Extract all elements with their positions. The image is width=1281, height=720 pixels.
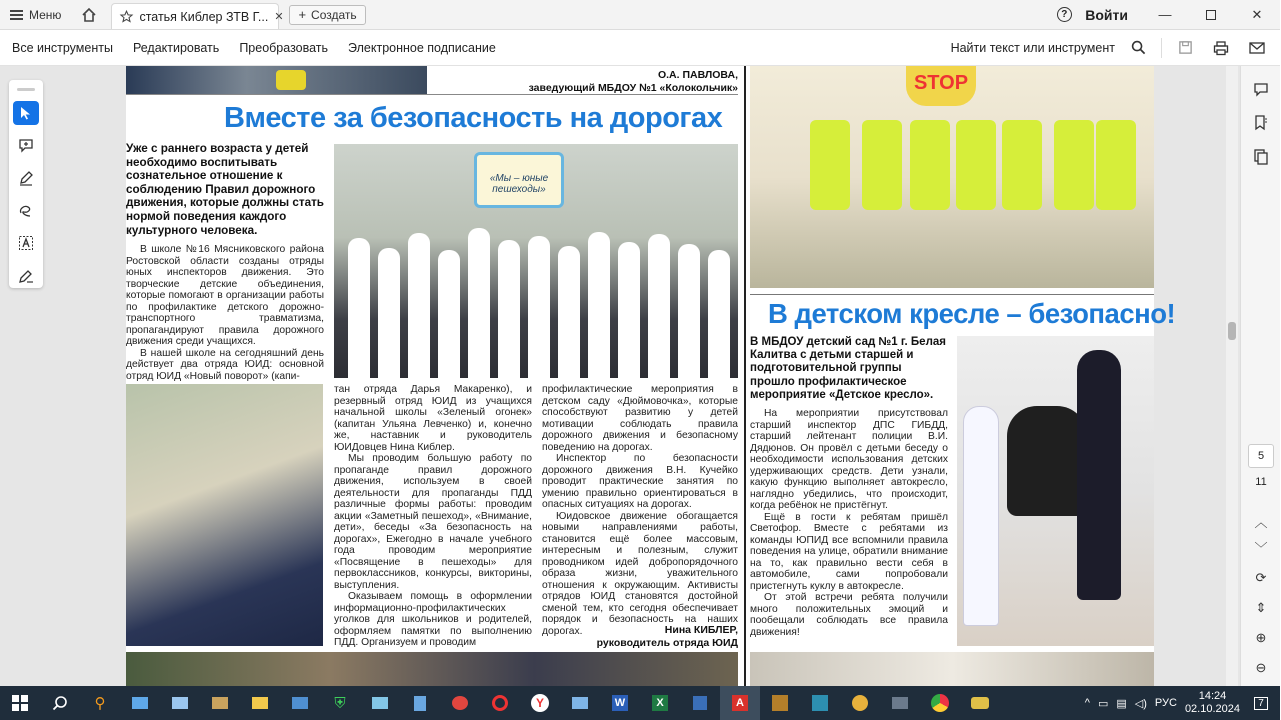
article-right-column [750,408,948,638]
restore-icon [1206,10,1216,20]
signature-name: О.А. ПАВЛОВА, [657,69,738,81]
file-explorer-icon[interactable] [240,686,280,720]
clock[interactable] [1185,690,1240,716]
xml-app-icon[interactable] [760,686,800,720]
app-icon[interactable] [960,686,1000,720]
new-tab-label: Создать [311,7,357,22]
previous-article-signature [529,69,738,95]
new-tab-button[interactable] [289,5,365,25]
clock-time: 14:24 [1198,690,1227,702]
clock-date: 02.10.2024 [1184,703,1240,715]
app-icon[interactable] [880,686,920,720]
print-icon[interactable] [1206,33,1236,63]
notification-count: 7 [1254,697,1268,710]
minimize-button[interactable]: — [1158,7,1172,22]
article-lead-right: В МБДОУ детский сад №1 г. Белая Калитва с детьми старшей и подготовительной группы прошло профилактическое мероприятие «Детское кресло». [750,336,946,401]
article-column-1 [126,244,324,382]
save-app-icon[interactable] [680,686,720,720]
refresh-icon[interactable]: ⟳ [1255,570,1267,585]
article-headline: Вместе за безопасность на дорогах [224,102,723,134]
app-icon[interactable] [440,686,480,720]
paragraph: Мы проводим большую работу по пропаганде правил дорожного движения, используем в своей деятельности для пропаганды ПДД различные формы работы: проводим акции «Заметный пешеход», «Внимание, дети», беседы «За безопасность на дорогах», Ежегодно в начале учебного года проводим мероприятие «Посвящение в пешеходы» для первоклассников, конкурсы, викторины, выступления. [334,453,532,591]
signature-title: руководитель отряда ЮИД [596,637,738,649]
chevron-up-icon[interactable]: ^ [1084,697,1090,709]
windows-taskbar [0,686,1280,720]
app-icon[interactable] [280,686,320,720]
highlight-pen-icon[interactable] [13,166,39,191]
app-icon[interactable] [360,686,400,720]
home-button[interactable] [71,0,107,30]
plus-icon: + [298,7,307,22]
photo-bottom-right [750,652,1154,686]
pdf-page[interactable] [126,66,1176,686]
bookmarks-icon[interactable] [1241,106,1281,140]
maximize-button[interactable] [1188,0,1234,30]
divider-rule [126,94,738,95]
tool-convert[interactable]: Преобразовать [239,40,329,55]
quick-tools-panel [9,80,43,288]
article-column-2 [334,384,532,649]
calculator-icon[interactable] [400,686,440,720]
vertical-scrollbar[interactable] [1226,66,1238,686]
comments-panel-icon[interactable] [1241,72,1281,106]
tool-esign[interactable]: Электронное подписание [348,40,496,55]
total-pages: 11 [1255,476,1267,488]
defender-shield-icon[interactable]: ⛨ [334,694,346,712]
paragraph: Юидовское движение обогащается новыми направлениями работы, становится ещё более массовым, интересным и полезным, служит проводником идей добропорядочного образа жизни, уважительного отношения к окружающим. Активисты отрядов ЮИД становятся достойной сменой тем, кто сегодня обеспечивает порядок и безопасность на наших дорогах. [542,510,738,637]
tool-edit[interactable]: Редактировать [132,40,220,55]
photo-bottom-left [126,652,738,686]
comment-icon[interactable] [13,133,39,158]
menu-label: Меню [29,7,62,22]
scrollbar-thumb[interactable] [1228,322,1236,340]
photo-previous-article [126,66,427,94]
language-indicator[interactable]: РУС [1154,697,1177,709]
signature-name: Нина КИБЛЕР, [664,624,738,636]
paragraph: Оказываем помощь в оформлении информационно-профилактических уголков для школьников и родителей, оформляем памятки по выполнению ПДД. Организуем и проводим [334,591,532,648]
right-side-panel [1240,66,1280,686]
zoom-out-icon[interactable]: ⊖ [1255,660,1267,675]
network-icon[interactable]: ▤ [1116,697,1127,710]
zoom-in-icon[interactable]: ⊕ [1255,630,1267,645]
battery-icon[interactable]: ▭ [1097,697,1109,710]
column-divider [744,66,746,686]
help-icon: ? [1057,7,1072,22]
paragraph: Инспектор по безопасности дорожного движения В.Н. Кучейко проводит практические занятия по умению правильно ориентироваться в опасных ситуациях на дорогах. [542,453,738,510]
app-icon[interactable] [200,686,240,720]
acrobat-icon[interactable]: A [720,686,760,720]
notifications-button[interactable] [1248,691,1274,715]
document-viewer[interactable] [0,66,1280,686]
photo-banner: «Мы – юные пешеходы» [474,152,564,208]
find-tool-label[interactable]: Найти текст или инструмент [950,40,1115,55]
system-tray [1085,690,1280,716]
paragraph: тан отряда Дарья Макаренко), и резервный отряд ЮИД из учащихся начальной школы «Зеленый огонек» (капитан Ульяна Левченко) и, конечно же, наставник и руководитель ЮИДовцев Нина Киблер. [334,384,532,453]
app-icon[interactable] [120,686,160,720]
photo-car-seat [957,336,1154,646]
document-tab[interactable] [111,3,284,29]
hamburger-icon [10,10,23,20]
current-page-input[interactable]: 5 [1248,444,1274,468]
fit-page-icon[interactable]: ⇕ [1255,600,1267,615]
photo-pupils-group [334,144,738,378]
tool-all-tools[interactable]: Все инструменты [12,40,113,55]
toolbar-divider [1161,38,1162,58]
search-app-icon[interactable]: ⚲ [94,695,106,712]
close-window-button[interactable]: ✕ [1251,6,1263,22]
select-cursor-icon[interactable] [13,101,39,126]
yandex-browser-icon[interactable]: Y [520,686,560,720]
signature-title: заведующий МБДОУ №1 «Колокольчик» [528,82,738,94]
sign-in-button[interactable]: Войти [1085,6,1128,23]
app-icon[interactable] [480,686,520,720]
menu-button[interactable] [0,0,71,30]
title-bar [0,0,1280,30]
help-button[interactable] [1049,0,1079,30]
article-headline-right: В детском кресле – безопасно! [768,298,1176,329]
paragraph: профилактические мероприятия в детском саду «Дюймовочка», которые способствуют развитию у детей мотивации соблюдать правила дорожного движения и безопасному поведению на дорогах. [542,384,738,453]
chrome-icon[interactable] [920,686,960,720]
pages-thumbnails-icon[interactable] [1241,140,1281,174]
document-tab-title: статья Киблер ЗТВ Г... [139,9,269,24]
photo-kindergarten-vests [750,66,1154,288]
drag-handle[interactable] [17,88,35,91]
app-icon[interactable] [840,686,880,720]
text-box-icon[interactable] [13,231,39,256]
app-icon[interactable] [160,686,200,720]
paragraph: В школе №16 Мясниковского района Ростовской области созданы отряды юных инспекторов движения. Это творческие детские объединения, которые помогают в организации работы по профилактике детского дорожно-транспортного травматизма, пропагандируют правила дорожного движения среди учащихся. [126,244,324,347]
paragraph: От этой встречи ребята получили много положительных эмоций и пообещали соблюдать все правила движения! [750,592,948,638]
command-toolbar [0,30,1280,66]
email-icon[interactable] [1242,33,1272,63]
chevron-down-icon[interactable]: ﹀ [1254,541,1268,556]
article-signature [597,624,738,650]
paragraph: Ещё в гости к ребятам пришёл Светофор. Вместе с ребятами из команды ЮПИД все вспомнили правила поведения на улице, обратили внимание на то, как правильно вести себя в автомобиле, сами попробовали пристегнуть куклу в автокресле. [750,511,948,592]
search-icon[interactable] [40,686,80,720]
word-icon[interactable]: W [600,686,640,720]
star-icon[interactable] [120,10,133,23]
paragraph: На мероприятии присутствовал старший инспектор ДПС ГИБДД, старший лейтенант полиции В.И. Дядюнов. Он провёл с детьми беседу о необходимости использования детских удерживающих средств. Дети узнали, какую функцию выполняет автокресло, наглядно убедились, что происходит, когда ребёнок не пристёгнут. [750,408,948,511]
article-lead: Уже с раннего возраста у детей необходимо воспитывать сознательное отношение к соблюдению Правил дорожного движения, которые должны стать нормой поведения каждого культурного человека. [126,142,324,237]
app-icon[interactable] [560,686,600,720]
home-icon [81,7,97,23]
windows-start-icon[interactable] [0,686,40,720]
paragraph: В нашей школе на сегодняшний день действует два отряда ЮИД: основной отряд ЮИД «Новый поворот» (капи- [126,347,324,382]
close-tab-icon[interactable]: ✕ [274,11,284,23]
article-column-3 [542,384,738,637]
app-icon[interactable] [800,686,840,720]
search-icon[interactable] [1123,33,1153,63]
excel-icon[interactable]: X [640,686,680,720]
freehand-draw-icon[interactable] [13,198,39,223]
divider-rule [750,294,1154,295]
stop-sign: STOP [906,66,976,106]
sign-pen-icon[interactable] [13,263,39,288]
chevron-up-icon[interactable]: ︿ [1254,515,1268,530]
photo-police-officer [126,384,323,646]
volume-icon[interactable]: ◁) [1134,697,1147,710]
save-icon[interactable] [1170,33,1200,63]
